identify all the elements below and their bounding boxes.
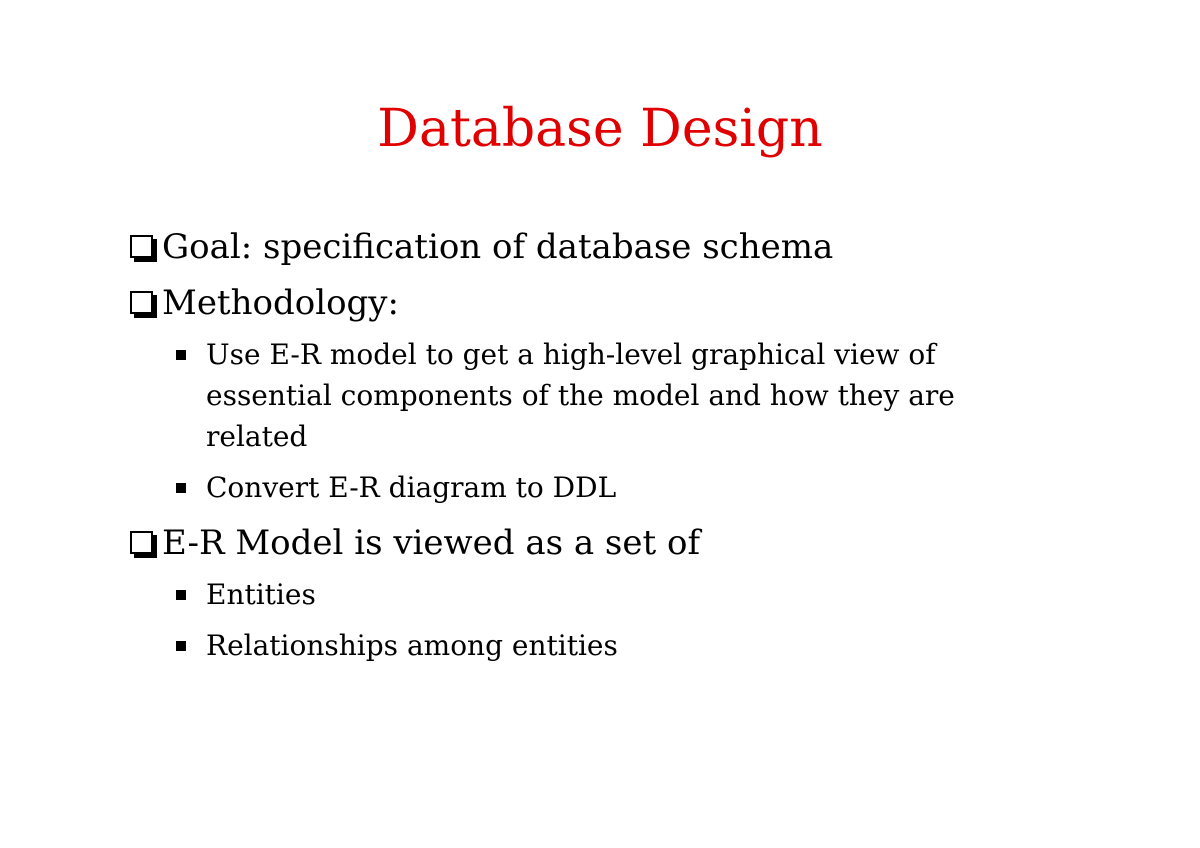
bullet-goal xyxy=(128,224,1068,270)
bullet-er-model-viewed xyxy=(128,520,1068,566)
hollow-square-bullet-icon xyxy=(130,531,153,554)
bullet-goal-text: Goal: specification of database schema xyxy=(162,227,834,267)
filled-square-bullet-icon xyxy=(176,641,186,651)
slide-title: Database Design xyxy=(377,99,823,159)
filled-square-bullet-icon xyxy=(176,350,186,360)
sub-bullet-convert-er xyxy=(206,467,1046,508)
sub-bullet-use-er-model xyxy=(206,334,1046,457)
hollow-square-bullet-icon xyxy=(130,291,153,314)
sub-bullet-relationships xyxy=(206,625,1046,666)
filled-square-bullet-icon xyxy=(176,590,186,600)
bullet-er-model-viewed-text: E-R Model is viewed as a set of xyxy=(162,523,701,563)
bullet-methodology xyxy=(128,280,1068,326)
bullet-methodology-text: Methodology: xyxy=(162,283,399,323)
hollow-square-bullet-icon xyxy=(130,235,153,258)
sub-bullet-use-er-model-text: Use E-R model to get a high-level graphical view of essential components of the model and how they are related xyxy=(206,338,955,453)
filled-square-bullet-icon xyxy=(176,483,186,493)
sub-bullet-convert-er-text: Convert E-R diagram to DDL xyxy=(206,471,617,504)
slide-content xyxy=(128,224,1068,666)
sub-bullet-entities xyxy=(206,574,1046,615)
sub-bullet-entities-text: Entities xyxy=(206,578,316,611)
sub-bullet-relationships-text: Relationships among entities xyxy=(206,629,618,662)
